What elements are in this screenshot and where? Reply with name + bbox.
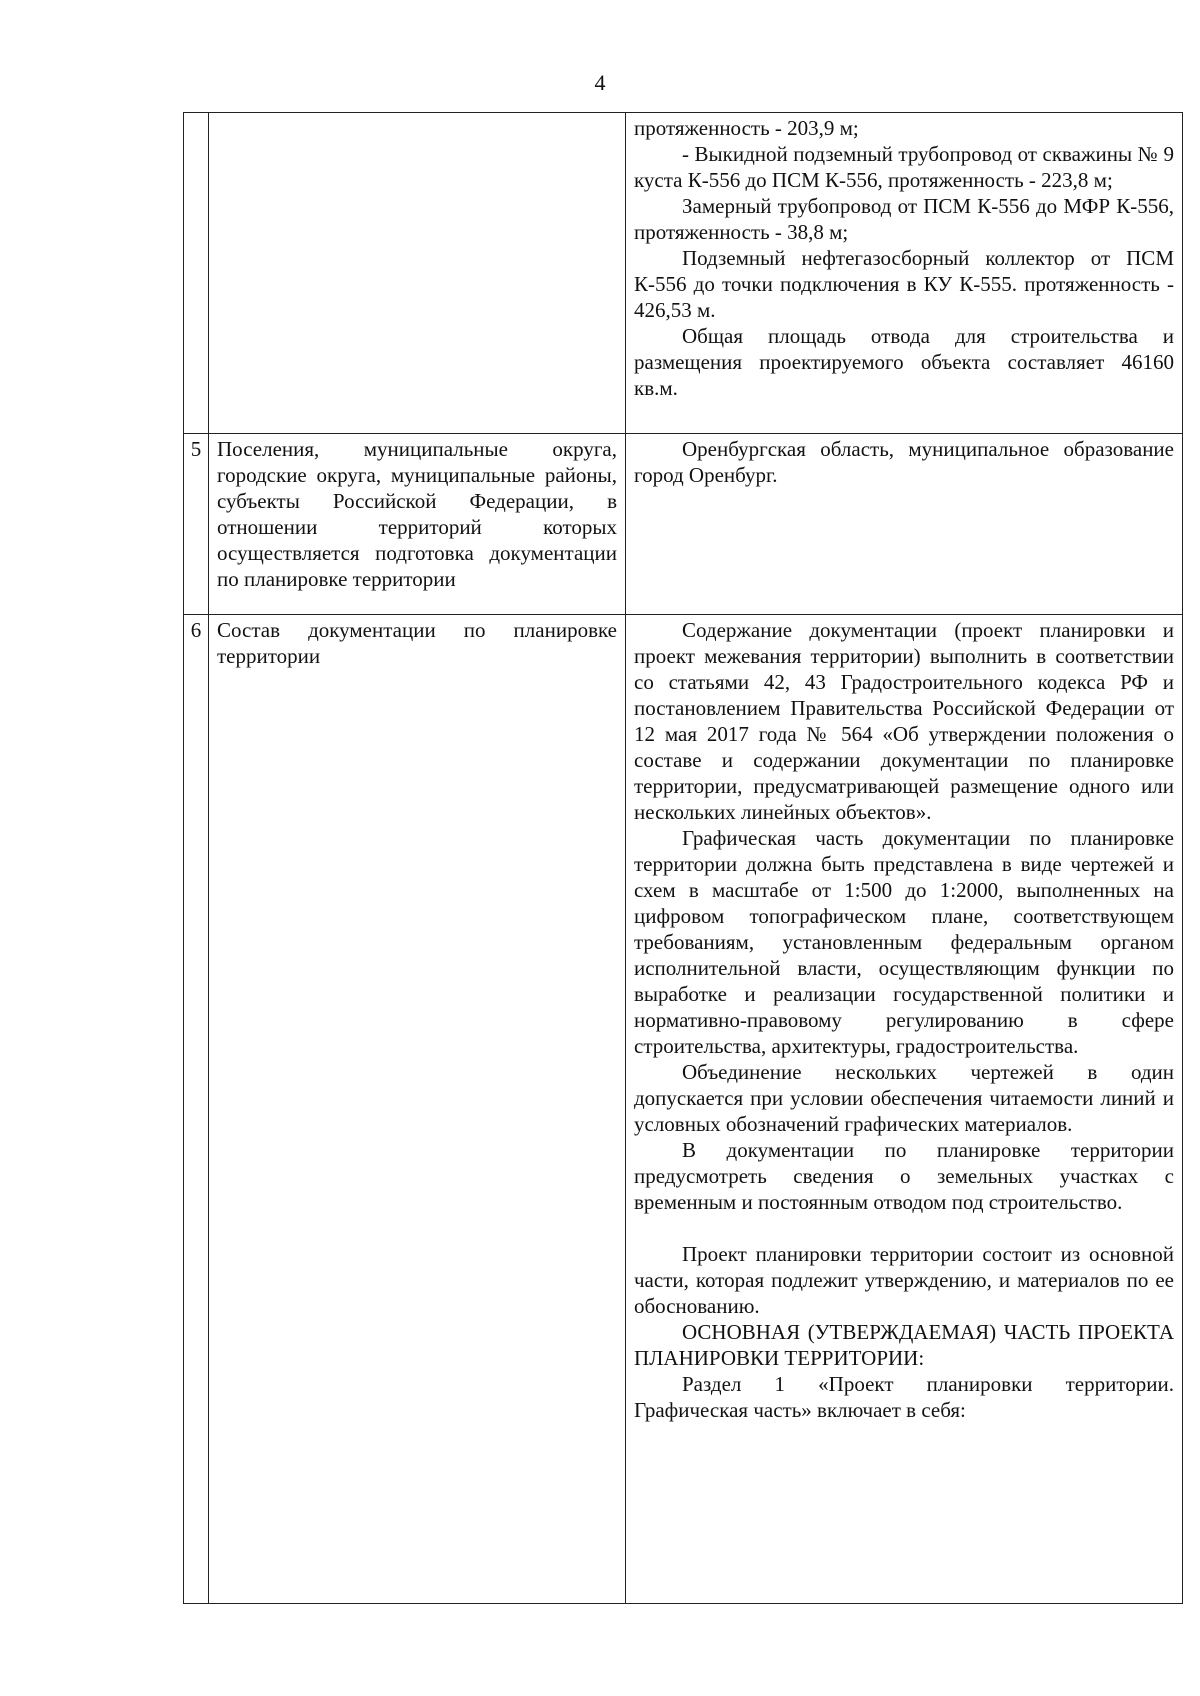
row-number: 5 xyxy=(184,434,209,615)
row-name-cell xyxy=(209,434,626,615)
table-row xyxy=(184,615,1183,1604)
row-number: 6 xyxy=(184,615,209,1604)
description-paragraph: протяженность - 203,9 м; xyxy=(634,116,859,140)
table-row xyxy=(184,434,1183,615)
row-name-cell xyxy=(209,113,626,434)
description-paragraph xyxy=(634,1215,1174,1241)
description-paragraph: Оренбургская область, муниципальное образование город Оренбург. xyxy=(634,437,1174,487)
description-paragraph: - Выкидной подземный трубопровод от скважины № 9 куста К-556 до ПСМ К-556, протяженность - 223,8 м; xyxy=(634,142,1174,192)
requirements-table xyxy=(183,112,1183,1604)
row-name: Состав документации по планировке территории xyxy=(217,618,617,668)
row-name-cell xyxy=(209,615,626,1604)
description-paragraph: Общая площадь отвода для строительства и размещения проектируемого объекта составляет 46160 кв.м. xyxy=(634,324,1174,400)
table-row xyxy=(184,113,1183,434)
description-paragraph: Подземный нефтегазосборный коллектор от ПСМ К-556 до точки подключения в КУ К-555. протяженность - 426,53 м. xyxy=(634,246,1174,322)
description-paragraph: Графическая часть документации по планировке территории должна быть представлена в виде чертежей и схем в масштабе от 1:500 до 1:2000, выполненных на цифровом топографическом плане, соответствующем требованиям, установленным федеральным органом исполнительной власти, осуществляющим функции по выработке и реализации государственной политики и нормативно-правовому регулированию в сфере строительства, архитектуры, градостроительства. xyxy=(634,826,1174,1058)
row-number xyxy=(184,113,209,434)
description-paragraph: Объединение нескольких чертежей в один допускается при условии обеспечения читаемости линий и условных обозначений графических материалов. xyxy=(634,1060,1174,1136)
row-description-cell xyxy=(626,615,1183,1604)
page-number: 4 xyxy=(594,70,606,95)
description-paragraph: Проект планировки территории состоит из основной части, которая подлежит утверждению, и материалов по ее обоснованию. xyxy=(634,1242,1174,1318)
description-paragraph: ОСНОВНАЯ (УТВЕРЖДАЕМАЯ) ЧАСТЬ ПРОЕКТА ПЛАНИРОВКИ ТЕРРИТОРИИ: xyxy=(634,1320,1174,1370)
row-description-cell xyxy=(626,434,1183,615)
row-description-cell xyxy=(626,113,1183,434)
description-paragraph: Замерный трубопровод от ПСМ К-556 до МФР К-556, протяженность - 38,8 м; xyxy=(634,194,1174,244)
description-paragraph: В документации по планировке территории предусмотреть сведения о земельных участках с временным и постоянным отводом под строительство. xyxy=(634,1138,1174,1214)
row-name: Поселения, муниципальные округа, городские округа, муниципальные районы, субъекты Российской Федерации, в отношении территорий которых осуществляется подготовка документации по планировке территории xyxy=(217,437,617,591)
description-paragraph: Раздел 1 «Проект планировки территории. Графическая часть» включает в себя: xyxy=(634,1372,1174,1422)
description-paragraph: Содержание документации (проект планировки и проект межевания территории) выполнить в соответствии со статьями 42, 43 Градостроительного кодекса РФ и постановлением Правительства Российской Федерации от 12 мая 2017 года № 564 «Об утверждении положения о составе и содержании документации по планировке территории, предусматривающей размещение одного или нескольких линейных объектов». xyxy=(634,618,1174,824)
